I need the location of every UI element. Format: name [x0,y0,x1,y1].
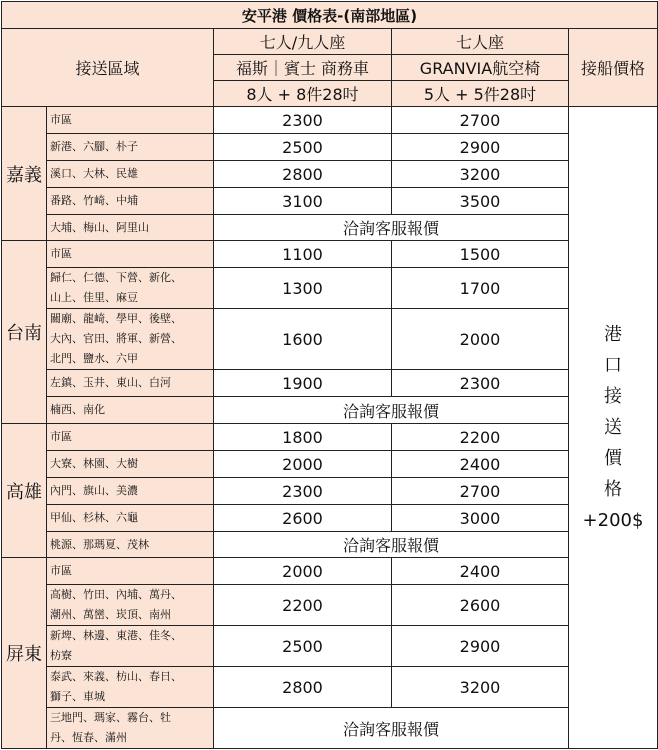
area-cell: 桃源、那瑪夏、茂林 [47,532,214,558]
area-cell: 市區 [47,241,214,268]
table-row [2,215,658,241]
area-line: 三地門、瑪家、霧台、牡 [50,711,171,724]
price-col2: 3000 [392,505,569,532]
area-line: 新埤、林邊、東港、佳冬、 [50,629,182,642]
col2-title: 七人座 [392,29,569,55]
price-col2: 2900 [392,626,569,667]
table-row [2,134,658,161]
area-line: 潮州、萬巒、崁頂、南州 [50,608,171,621]
area-cell: 大寮、林園、大樹 [47,451,214,478]
price-col1: 2200 [214,585,392,626]
col2-capacity: 5人 + 5件28吋 [392,81,569,107]
table-row [2,188,658,215]
region-name: 屏東 [2,558,47,749]
port-char: 格 [604,479,622,500]
table-row [2,309,658,370]
port-surcharge [569,107,658,749]
area-cell [47,585,214,626]
table-row [2,505,658,532]
price-col1: 1900 [214,370,392,397]
area-cell: 左鎮、玉井、東山、白河 [47,370,214,397]
price-col2: 2000 [392,309,569,370]
area-cell: 大埔、梅山、阿里山 [47,215,214,241]
table-row [2,241,658,268]
region-name: 台南 [2,241,47,424]
col1-capacity: 8人 + 8件28吋 [214,81,392,107]
price-col2: 2200 [392,424,569,451]
col2-models: GRANVIA航空椅 [392,55,569,81]
price-col2: 2700 [392,478,569,505]
table-row [2,161,658,188]
area-line: 關廟、龍崎、學甲、後壁、 [50,312,182,325]
area-cell: 內門、旗山、美濃 [47,478,214,505]
table-row [2,667,658,708]
price-col2: 1500 [392,241,569,268]
area-cell: 溪口、大林、民雄 [47,161,214,188]
area-cell: 市區 [47,107,214,134]
price-col2: 2300 [392,370,569,397]
table-row [2,370,658,397]
table-row [2,708,658,749]
area-cell: 市區 [47,558,214,585]
price-col2: 2400 [392,451,569,478]
area-cell [47,626,214,667]
region-name: 高雄 [2,424,47,558]
area-line: 山上、佳里、麻豆 [50,291,138,304]
price-col2: 1700 [392,268,569,309]
area-cell: 楠西、南化 [47,397,214,424]
price-col1: 1600 [214,309,392,370]
price-col2: 2700 [392,107,569,134]
price-col1: 2800 [214,667,392,708]
price-col1: 1100 [214,241,392,268]
price-col1: 2500 [214,134,392,161]
price-col1: 2600 [214,505,392,532]
table-row [2,268,658,309]
area-cell [47,268,214,309]
price-col2: 3200 [392,161,569,188]
price-table [1,1,658,749]
table-row [2,397,658,424]
table-row [2,626,658,667]
area-line: 丹、恆春、滿州 [50,731,127,744]
area-header: 接送區域 [2,29,214,107]
quote-note: 洽詢客服報價 [214,215,569,241]
area-cell [47,708,214,749]
price-col2: 2400 [392,558,569,585]
area-line: 高樹、竹田、內埔、萬丹、 [50,588,182,601]
price-col1: 2300 [214,478,392,505]
table-row [2,532,658,558]
price-col1: 3100 [214,188,392,215]
quote-note: 洽詢客服報價 [214,532,569,558]
page-title: 安平港 價格表-(南部地區) [2,2,658,29]
col1-models: 福斯｜賓士 商務車 [214,55,392,81]
price-col1: 2000 [214,558,392,585]
region-name: 嘉義 [2,107,47,241]
area-line: 枋寮 [50,649,72,662]
price-col1: 2800 [214,161,392,188]
table-row [2,478,658,505]
port-surcharge-amount: +200$ [582,510,644,531]
area-cell: 市區 [47,424,214,451]
price-col2: 3500 [392,188,569,215]
table-row [2,585,658,626]
area-cell: 新港、六腳、朴子 [47,134,214,161]
area-line: 泰武、來義、枋山、春日、 [50,670,182,683]
price-col2: 2600 [392,585,569,626]
price-col2: 2900 [392,134,569,161]
area-line: 歸仁、仁德、下營、新化、 [50,271,182,284]
table-row [2,451,658,478]
table-row [2,558,658,585]
area-cell: 番路、竹崎、中埔 [47,188,214,215]
area-line: 大內、官田、將軍、新營、 [50,332,182,345]
port-char: 港 [604,324,622,345]
area-cell [47,309,214,370]
quote-note: 洽詢客服報價 [214,397,569,424]
area-cell: 甲仙、杉林、六龜 [47,505,214,532]
port-char: 接 [604,386,622,407]
area-line: 獅子、車城 [50,690,105,703]
port-header: 接船價格 [569,29,658,107]
price-col2: 3200 [392,667,569,708]
price-col1: 2300 [214,107,392,134]
port-char: 送 [604,417,622,438]
col1-title: 七人/九人座 [214,29,392,55]
quote-note: 洽詢客服報價 [214,708,569,749]
area-cell [47,667,214,708]
price-col1: 1800 [214,424,392,451]
table-row [2,107,658,134]
price-col1: 2000 [214,451,392,478]
area-line: 北門、鹽水、六甲 [50,352,138,365]
port-char: 價 [604,448,622,469]
price-col1: 2500 [214,626,392,667]
port-char: 口 [604,355,622,376]
price-col1: 1300 [214,268,392,309]
table-row [2,424,658,451]
